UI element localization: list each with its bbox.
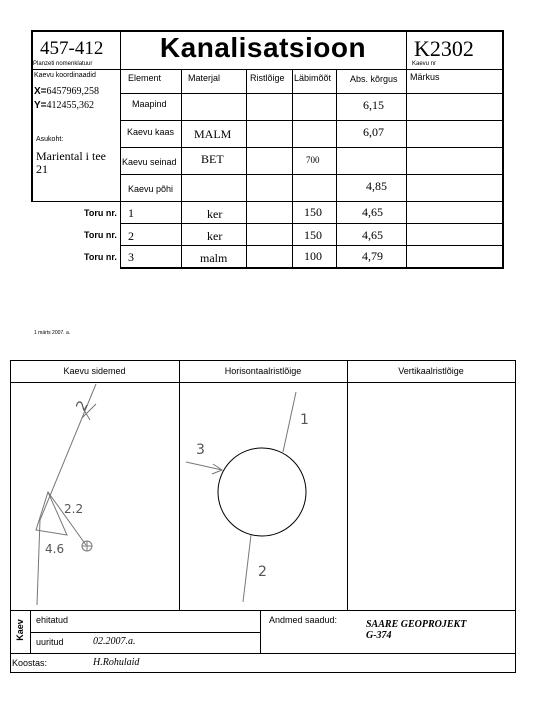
col-header-cross-section: Ristlõige [250,73,285,83]
x-label: X= [34,86,47,97]
well-number-label: Kaevu nr [412,61,437,67]
hand-label: 2 [73,398,92,414]
ehitatud-label: ehitatud [36,615,69,625]
data-source-value [366,619,466,641]
pipe-diameter: 150 [304,228,322,242]
pipe-material: malm [200,251,228,265]
col-header-diameter: Läbimõõt [294,73,332,83]
address-line-1: Mariental i tee [36,149,106,163]
col-header-remark: Märkus [410,72,440,82]
well-circle [218,448,306,536]
row-height: 6,07 [363,125,384,139]
hand-label: 3 [196,442,205,458]
horizontal-section-sketch [186,392,306,602]
page-title: Kanalisatsioon [159,32,367,63]
panel-title-horizontal-section: Horisontaalristlõige [224,366,302,376]
col-header-element: Element [128,73,162,83]
row-element: Kaevu seinad [122,157,177,167]
data-source-line-1: SAARE GEOPROJEKT [366,619,467,630]
col-header-material: Materjal [188,73,221,83]
address-line-2: 21 [36,162,48,176]
row-element: Maapind [132,99,167,109]
compiled-by-value: H.Rohulaid [93,657,140,668]
pipe-label: Toru nr. [84,252,117,262]
address-label: Asukoht: [36,136,64,143]
y-value: 412455,362 [46,100,95,111]
date-note: 1 märts 2007. a. [34,330,71,336]
data-source-label: Andmed saadud: [269,615,338,625]
row-height: 4,85 [366,179,387,193]
panel-title-connections: Kaevu sidemed [63,366,126,376]
pipe-height: 4,65 [362,228,383,242]
row-element: Kaevu põhi [128,184,174,194]
row-material: BET [201,152,224,166]
pipe-no: 3 [128,250,134,264]
uuritud-label: uuritud [36,637,64,647]
col-header-abs-height: Abs. kõrgus [350,74,398,84]
pipe-label: Toru nr. [84,230,117,240]
pipe-material: ker [207,207,223,221]
y-label: Y= [34,100,47,111]
row-height: 6,15 [363,98,384,112]
pipe-height: 4,79 [362,249,383,263]
kaev-label: Kaev [15,619,25,641]
data-source-line-2: G-374 [366,630,392,641]
coords-label: Kaevu koordinaadid [34,72,96,79]
hand-label: 2.2 [64,502,84,516]
pipe-diameter: 100 [304,249,322,263]
row-diameter: 700 [306,155,320,165]
compiled-by-label: Koostas: [12,658,48,668]
pipe-height: 4,65 [362,205,383,219]
row-material: MALM [194,127,232,141]
pipe-diameter: 150 [304,205,322,219]
uuritud-value: 02.2007.a. [93,636,136,647]
x-value: 6457969,258 [46,86,100,97]
panel-title-vertical-section: Vertikaalristlõige [398,366,464,376]
pipe-no: 2 [128,229,134,243]
nomenclature-label: Planzeti nomenklatuur [33,61,93,67]
nomenclature-number: 457-412 [40,38,104,59]
row-element: Kaevu kaas [127,127,175,137]
well-number: K2302 [414,36,474,61]
pipe-no: 1 [128,206,134,220]
pipe-material: ker [207,229,223,243]
hand-label: 4.6 [45,542,65,556]
hand-label: 1 [300,412,309,428]
connections-sketch [36,384,96,605]
hand-label: 2 [258,564,267,580]
pipe-label: Toru nr. [84,208,117,218]
